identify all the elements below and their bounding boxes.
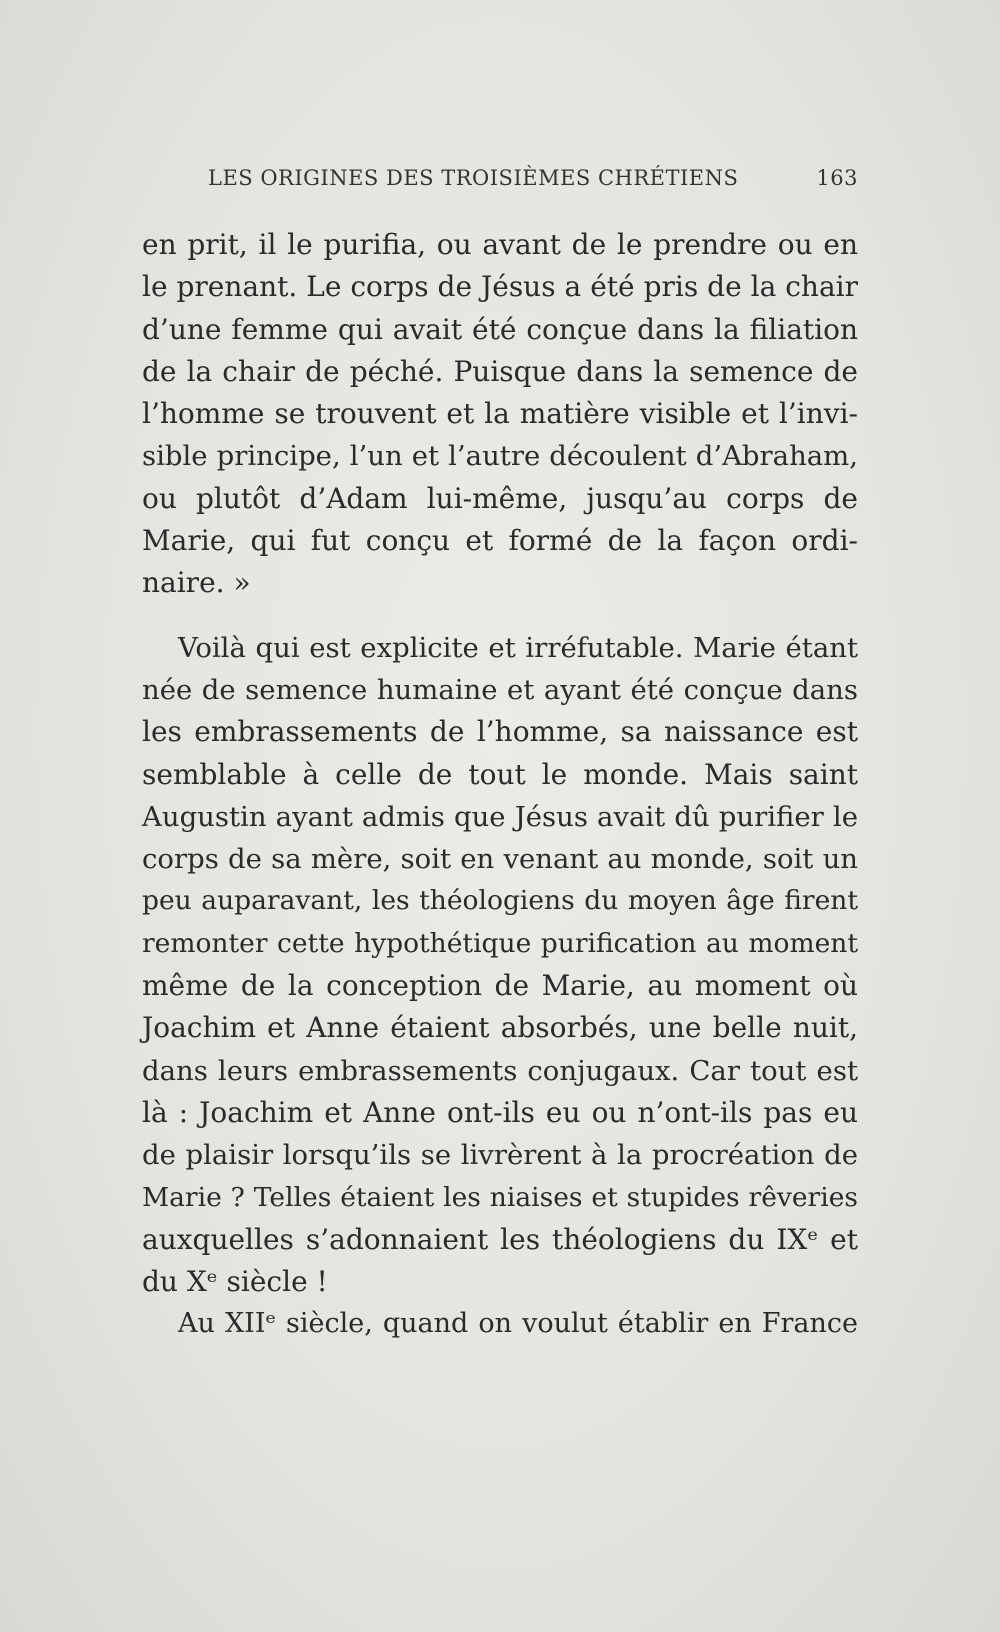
text-line: d’une femme qui avait été conçue dans la filiation (142, 312, 858, 346)
text-line: là : Joachim et Anne ont-ils eu ou n’ont-ils pas eu (142, 1095, 858, 1129)
running-title: LES ORIGINES DES TROISIÈMES CHRÉTIENS (208, 166, 739, 190)
running-head (208, 166, 858, 206)
text-line: en prit, il le purifia, ou avant de le prendre ou en (142, 228, 858, 261)
body-text (142, 224, 858, 1346)
text-line: Joachim et Anne étaient absorbés, une belle nuit, (142, 1011, 858, 1045)
text-line: naire. » (142, 566, 251, 600)
page-number: 163 (816, 166, 858, 190)
text-line: Au XIIᵉ siècle, quand on voulut établir en France (178, 1308, 858, 1340)
text-line: les embrassements de l’homme, sa naissance est (142, 715, 858, 749)
text-line: corps de sa mère, soit en venant au monde, soit un (142, 843, 858, 876)
paragraph-gap (142, 605, 858, 627)
text-line: même de la conception de Marie, au moment où (142, 969, 858, 1003)
text-line: auxquelles s’adonnaient les théologiens du IXᵉ et (142, 1222, 858, 1256)
paragraph-twelfth-century (142, 1303, 858, 1345)
text-line: ou plutôt d’Adam lui-même, jusqu’au corps de (142, 481, 858, 515)
text-line: peu auparavant, les théologiens du moyen âge firent (142, 885, 858, 917)
paragraph-quote-end (142, 224, 858, 605)
text-line: de plaisir lorsqu’ils se livrèrent à la procréation de (142, 1139, 858, 1172)
text-line: de la chair de péché. Puisque dans la semence de (142, 354, 858, 388)
text-line: dans leurs embrassements conjugaux. Car tout est (142, 1054, 858, 1087)
text-line: l’homme se trouvent et la matière visible et l’invi- (142, 397, 858, 431)
text-line: du Xᵉ siècle ! (142, 1265, 328, 1299)
text-line: née de semence humaine et ayant été conçue dans (142, 673, 858, 706)
paragraph-commentary (142, 627, 858, 1304)
text-line: le prenant. Le corps de Jésus a été pris de la chair (142, 270, 858, 304)
text-line: remonter cette hypothétique purification au moment (142, 927, 858, 959)
text-line: Voilà qui est explicite et irréfutable. Marie étant (178, 631, 858, 664)
text-line: Marie ? Telles étaient les niaises et stupides rêveries (142, 1181, 858, 1213)
text-line: Augustin ayant admis que Jésus avait dû purifier le (142, 800, 858, 833)
text-line: Marie, qui fut conçu et formé de la façon ordi- (142, 524, 858, 558)
text-line: semblable à celle de tout le monde. Mais saint (142, 757, 858, 791)
text-line: sible principe, l’un et l’autre découlent d’Abraham, (142, 440, 858, 473)
